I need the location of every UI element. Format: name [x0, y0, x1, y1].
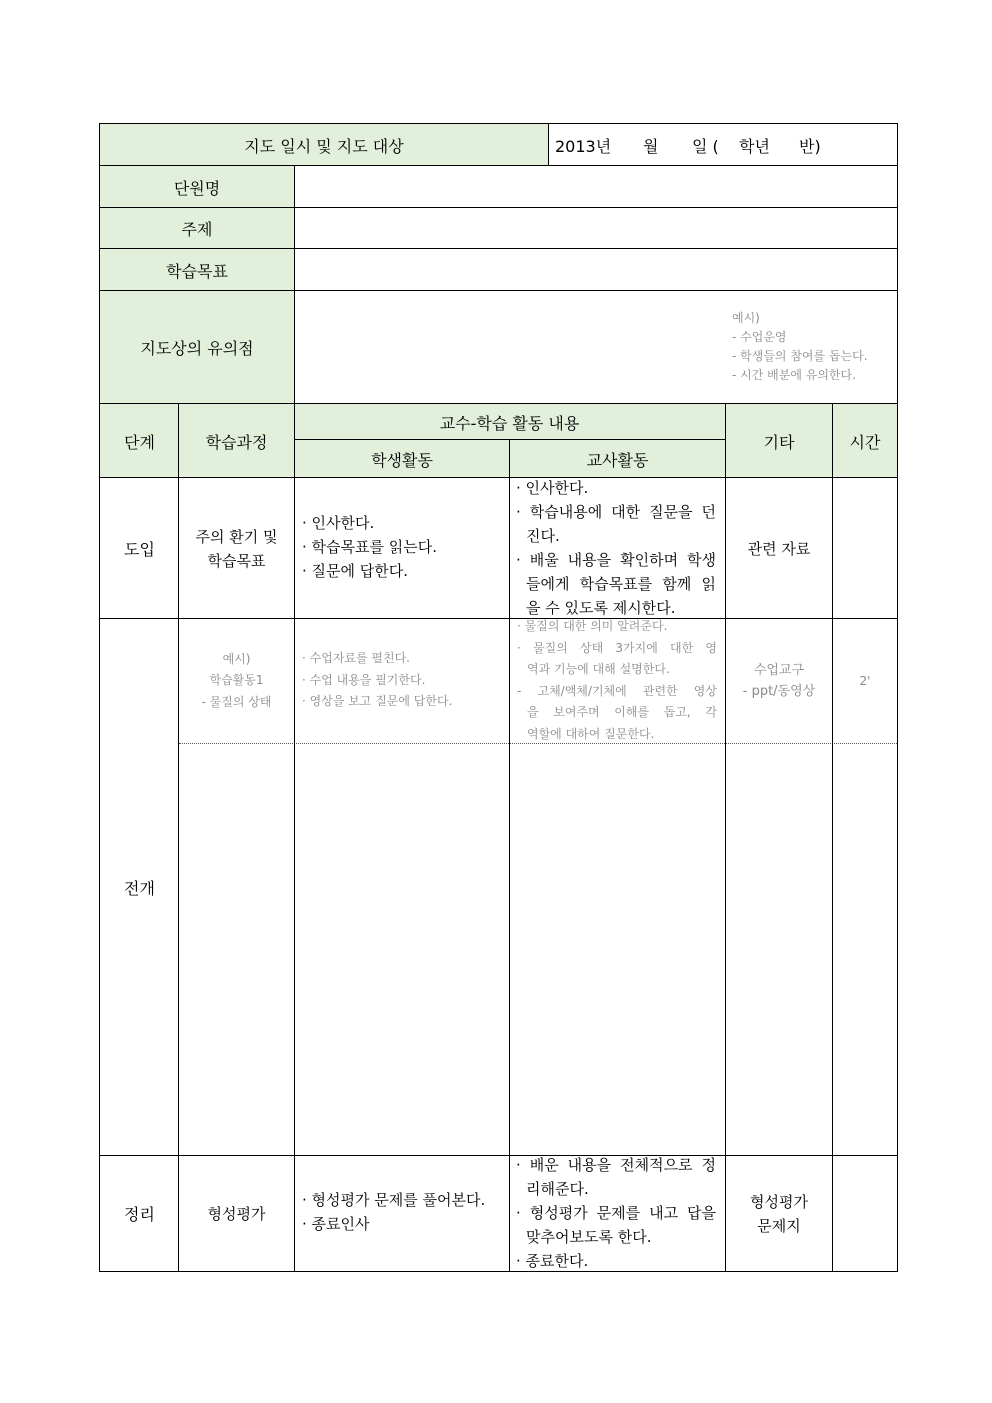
schedule-day: 일 ( — [692, 136, 719, 156]
closing-etc: 형성평가 문제지 — [750, 1192, 808, 1235]
intro-time — [833, 478, 897, 619]
rule — [99, 618, 898, 619]
table-border-right — [897, 123, 898, 1272]
rule — [99, 165, 898, 166]
topic-label: 주제 — [181, 220, 213, 239]
rule — [832, 403, 833, 1272]
objective-value — [294, 249, 897, 291]
unit-name-value — [294, 166, 897, 208]
development-example-etc: 수업교구 - ppt/동영상 — [742, 662, 816, 699]
dotted-rule — [179, 743, 897, 744]
rule — [99, 477, 898, 478]
schedule-label: 지도 일시 및 지도 대상 — [244, 136, 404, 156]
closing-time — [833, 1156, 897, 1271]
process-header: 학습과정 — [179, 404, 294, 478]
rule — [294, 403, 295, 1272]
schedule-class: 반) — [799, 136, 821, 156]
rule — [294, 165, 295, 404]
notes-value-cell — [294, 291, 897, 404]
table-border-bottom — [99, 1271, 898, 1272]
unit-name-label: 단원명 — [173, 178, 221, 198]
rule — [99, 403, 898, 404]
schedule-value-cell — [548, 124, 897, 166]
table-border-left — [99, 123, 100, 1272]
rule — [548, 123, 549, 166]
notes-example: 예시) - 수업운영 - 학생들의 참여를 돕는다. - 시간 배분에 유의한다. — [732, 311, 868, 382]
closing-stage: 정리 — [124, 1205, 155, 1224]
development-example-time: 2' — [859, 674, 871, 688]
teacher-activity-header: 교사활동 — [510, 440, 725, 478]
schedule-month: 월 — [643, 136, 659, 156]
development-example-teacher: · 물질의 대한 의미 알려준다. · 물질의 상태 3가지에 대한 영 역과 기능에 대해 설명한다. - 고체/액체/기체에 관련한 영상 을 보여주며 이해를 돕고, 각 역할에 대하여 질문한다. — [517, 619, 717, 741]
table-border-top — [99, 123, 898, 124]
rule — [99, 290, 898, 291]
rule — [509, 439, 510, 1272]
activity-header: 교수-학습 활동 내용 — [294, 404, 725, 440]
closing-teacher: · 배운 내용을 전체적으로 정 리해준다. · 형성평가 문제를 내고 답을 맞추어보도록 한다. · 종료한다. — [516, 1156, 716, 1270]
rule — [99, 248, 898, 249]
schedule-year: 2013년 — [555, 136, 612, 156]
notes-label-cell — [100, 291, 294, 404]
topic-value — [294, 208, 897, 249]
intro-etc: 관련 자료 — [747, 540, 811, 558]
intro-student: · 인사한다. · 학습목표를 읽는다. · 질문에 답한다. — [302, 514, 437, 580]
objective-label: 학습목표 — [166, 261, 228, 281]
time-header: 시간 — [833, 404, 897, 478]
closing-process: 형성평가 — [207, 1205, 266, 1223]
stage-header: 단계 — [100, 404, 179, 478]
intro-stage: 도입 — [124, 540, 155, 559]
rule — [725, 403, 726, 1272]
schedule-grade: 학년 — [739, 136, 770, 156]
rule — [178, 403, 179, 1272]
intro-process: 주의 환기 및 학습목표 — [195, 527, 278, 570]
unit-name-label-cell — [100, 166, 294, 208]
schedule-label-cell — [100, 124, 548, 166]
objective-label-cell — [100, 249, 294, 291]
development-stage: 전개 — [124, 879, 155, 898]
topic-label-cell — [100, 208, 294, 249]
development-example-process: 예시) 학습활동1 - 물질의 상태 — [201, 651, 272, 709]
student-activity-header: 학생활동 — [294, 440, 510, 478]
etc-header: 기타 — [725, 404, 833, 478]
rule — [99, 207, 898, 208]
development-example-student: · 수업자료를 펼친다. · 수업 내용을 필기한다. · 영상을 보고 질문에 답한다. — [302, 651, 453, 708]
closing-student: · 형성평가 문제를 풀어본다. · 종료인사 — [302, 1191, 486, 1233]
notes-label: 지도상의 유의점 — [140, 339, 254, 358]
rule — [99, 1155, 898, 1156]
intro-teacher: · 인사한다. · 학습내용에 대한 질문을 던 진다. · 배울 내용을 확인하며 학생 들에게 학습목표를 함께 읽 을 수 있도록 제시한다. — [516, 479, 716, 617]
